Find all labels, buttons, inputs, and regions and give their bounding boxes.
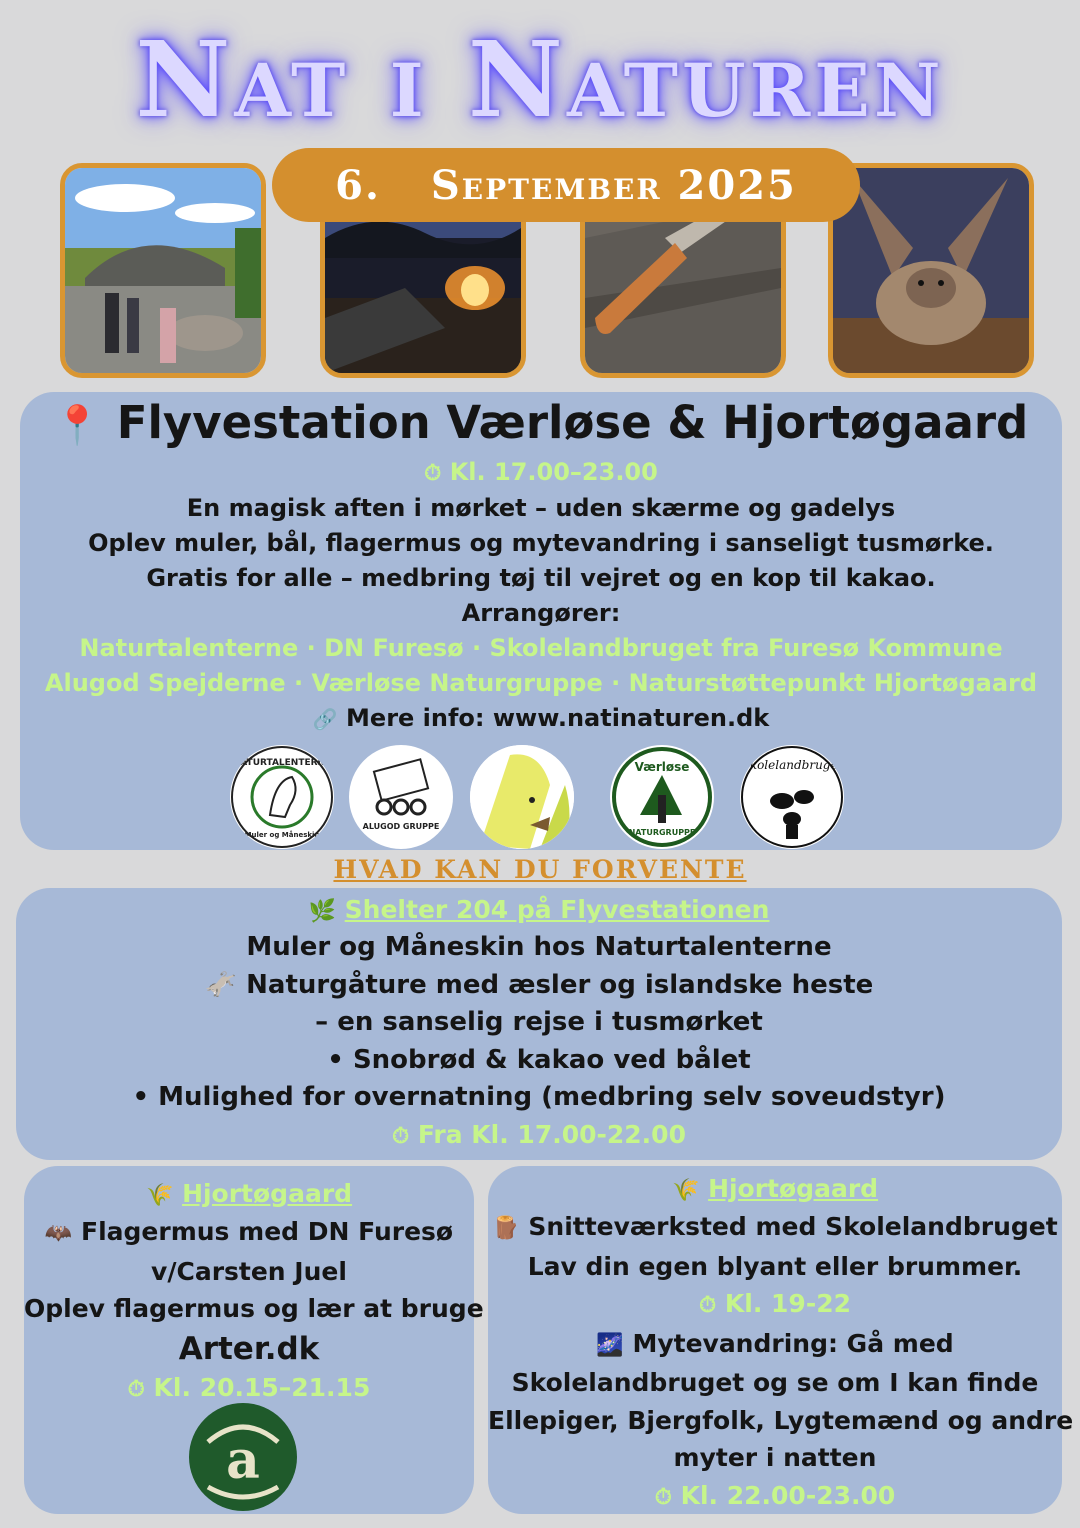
left-box-time (24, 1370, 474, 1407)
left-box-time-text: Kl. 20.15–21.15 (153, 1372, 371, 1402)
stopwatch-icon: ⏱ (392, 1123, 410, 1149)
logo-skolelandbruget (740, 745, 844, 849)
arter-logo (188, 1402, 298, 1512)
main-line-3: Gratis for alle – medbring tøj til vejret og en kop til kakao. (146, 564, 936, 592)
main-time-text: Kl. 17.00–23.00 (449, 458, 658, 486)
left-box-bats (24, 1166, 484, 1514)
logo-alugod-text: ALUGOD GRUPPE (362, 822, 440, 831)
logo-vaerloese-naturgruppe (610, 745, 714, 849)
shelter-line-1: Muler og Måneskin hos Naturtalenterne (246, 932, 832, 962)
right-box-line-5: Ellepiger, Bjergfolk, Lygtemænd og andre (488, 1405, 1074, 1435)
shelter-line-3: – en sanselig rejse i tusmørket (315, 1007, 763, 1037)
logo-naturtalenterne (230, 745, 334, 849)
stopwatch-icon: ⏱ (424, 461, 442, 486)
right-box-line-2: Lav din egen blyant eller brummer. (527, 1251, 1023, 1281)
link-icon: 🔗 (312, 707, 338, 731)
right-box-line-4: Skolelandbruget og se om I kan finde (511, 1368, 1039, 1397)
venue-name: Flyvestation Værløse & Hjortøgaard (116, 396, 1029, 449)
organizers-line-2: Alugod Spejderne · Værløse Naturgruppe · Naturstøttepunkt Hjortøgaard (44, 669, 1038, 697)
shelter-time (16, 1117, 1062, 1154)
wood-icon: 🪵 (492, 1216, 520, 1241)
stopwatch-icon: ⏱ (699, 1293, 717, 1318)
more-info (20, 701, 1062, 737)
stopwatch-icon: ⏱ (654, 1484, 672, 1510)
photo-hangar-donkeys (60, 163, 266, 378)
left-box-line-2: v/Carsten Juel (151, 1256, 347, 1286)
leaf-icon: 🌿 (308, 899, 336, 924)
logo-vaerloese-bottom: NATURGRUPPE (628, 828, 696, 837)
shelter-heading-text[interactable]: Shelter 204 på Flyvestationen (344, 895, 770, 924)
shelter-panel (16, 888, 1062, 1160)
page-title: Nat i Naturen (135, 18, 945, 141)
arter-logo-letter: a (226, 1430, 260, 1491)
wheat-icon: 🌾 (145, 1183, 174, 1208)
bat-icon: 🦇 (44, 1221, 73, 1246)
logo-naturtalenterne-top: NATURTALENTERNE (232, 758, 332, 768)
right-box-line-1-text: Snitteværksted med Skolelandbruget (528, 1212, 1058, 1241)
more-info-text[interactable]: Mere info: www.natinaturen.dk (346, 704, 770, 732)
date-month-year: September 2025 (430, 161, 797, 209)
logo-vaerloese-top: Værløse (634, 760, 690, 774)
left-box-line-1-text: Flagermus med DN Furesø (81, 1217, 454, 1246)
main-time (20, 455, 1062, 491)
logo-dn-furesoe (470, 745, 574, 849)
right-box-heading-text[interactable]: Hjortøgaard (708, 1174, 879, 1203)
right-box-time-2-text: Kl. 22.00-23.00 (680, 1480, 896, 1510)
photo-bat (828, 163, 1034, 378)
left-box-line-4: Arter.dk (178, 1330, 320, 1367)
logo-skolelandbruget-text: Skolelandbruget (741, 758, 843, 772)
pin-icon: 📍 (53, 403, 102, 447)
night-sky-icon: 🌌 (596, 1332, 624, 1358)
organizers-label: Arrangører: (461, 599, 621, 627)
left-box-heading-text[interactable]: Hjortøgaard (182, 1179, 353, 1208)
section-heading: HVAD KAN DU FORVENTE (333, 855, 747, 884)
date-banner (272, 148, 860, 222)
logo-naturtalenterne-bottom: Muler og Måneskin (244, 831, 320, 839)
right-box-line-1 (488, 1208, 1062, 1248)
main-line-1: En magisk aften i mørket – uden skærme og gadelys (186, 494, 896, 522)
left-box-heading (24, 1176, 474, 1213)
right-box-time-1 (488, 1285, 1062, 1325)
wheat-icon: 🌾 (671, 1178, 700, 1203)
stopwatch-icon: ⏱ (127, 1376, 145, 1402)
right-box-line-3-text: Mytevandring: Gå med (632, 1328, 954, 1358)
right-box-time-1-text: Kl. 19-22 (724, 1289, 851, 1318)
logo-alugod (349, 745, 453, 849)
date-day: 6. (335, 161, 381, 209)
right-box-time-2 (488, 1477, 1062, 1517)
right-box-line-3 (488, 1325, 1062, 1365)
right-box-line-6: myter i natten (673, 1443, 877, 1472)
venue-title (20, 396, 1062, 449)
left-box-line-1 (24, 1213, 474, 1253)
organizers-line-1: Naturtalenterne · DN Furesø · Skolelandbruget fra Furesø Kommune (79, 634, 1003, 662)
shelter-line-2: 🫏 Naturgåture med æsler og islandske heste (204, 969, 874, 1000)
shelter-line-4: • Snobrød & kakao ved bålet (327, 1044, 751, 1075)
main-line-2: Oplev muler, bål, flagermus og mytevandring i sanseligt tusmørke. (88, 529, 994, 557)
shelter-heading (16, 892, 1062, 929)
right-box-heading (488, 1171, 1062, 1208)
shelter-time-text: Fra Kl. 17.00-22.00 (417, 1119, 686, 1149)
right-box-workshop (488, 1166, 1074, 1514)
left-box-line-3: Oplev flagermus og lær at bruge (24, 1294, 484, 1323)
shelter-line-5: • Mulighed for overnatning (medbring selv soveudstyr) (132, 1082, 946, 1112)
